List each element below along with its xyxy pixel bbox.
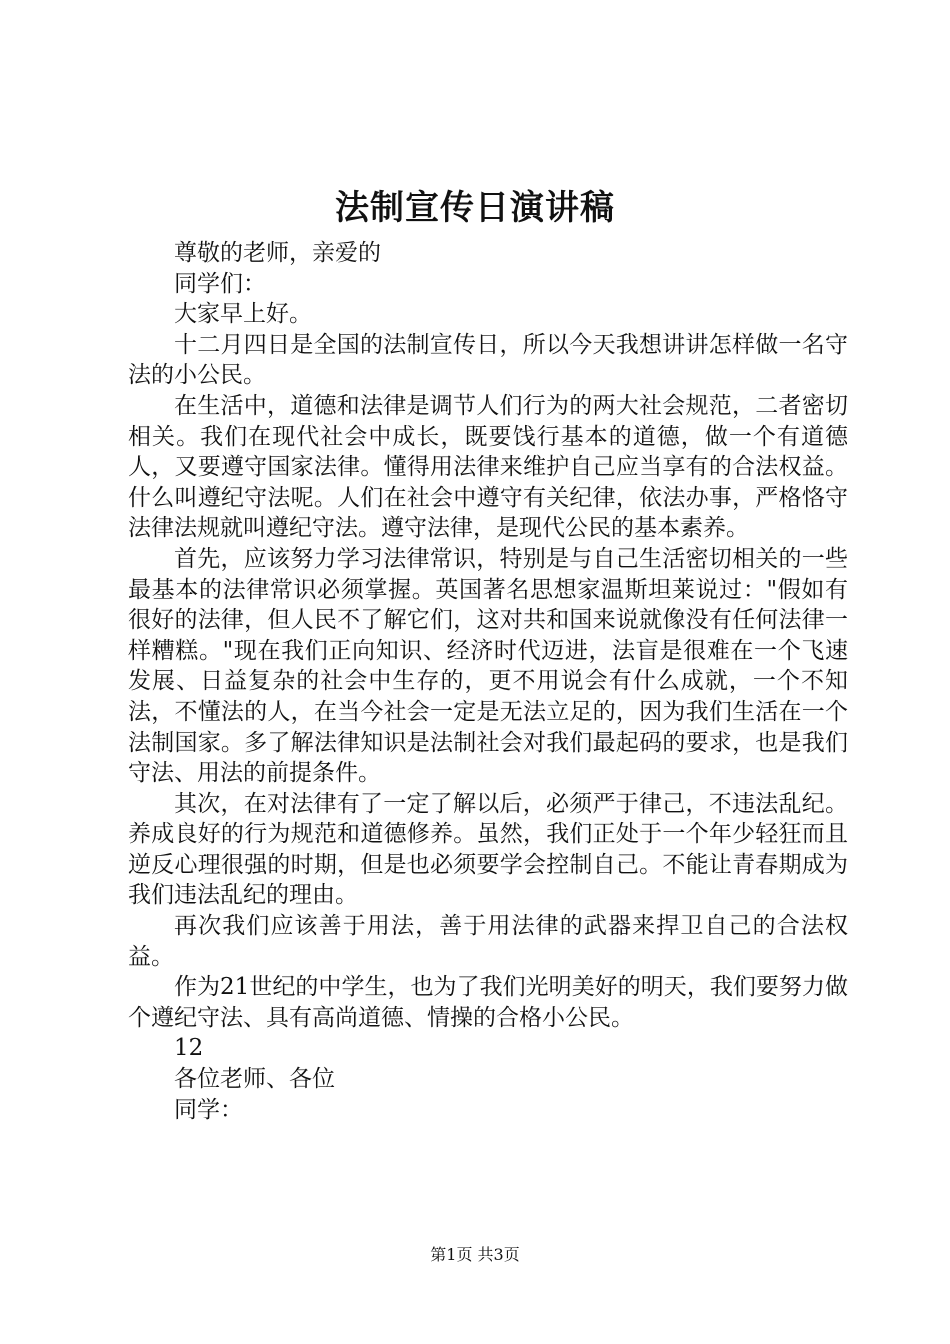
document-body <box>128 238 848 1125</box>
paragraph: 其次，在对法律有了一定了解以后，必须严于律己，不违法乱纪。养成良好的行为规范和道德修养。虽然，我们正处于一个年少轻狂而且逆反心理很强的时期，但是也必须要学会控制自己。不能让青春期成为我们违法乱纪的理由。 <box>128 790 848 909</box>
paragraph: 同学： <box>174 1096 243 1123</box>
paragraph: 大家早上好。 <box>174 301 312 328</box>
paragraph: 12 <box>174 1035 204 1062</box>
paragraph: 再次我们应该善于用法，善于用法律的武器来捍卫自己的合法权益。 <box>128 913 848 970</box>
paragraph: 作为21世纪的中学生，也为了我们光明美好的明天，我们要努力做个遵纪守法、具有高尚道德、情操的合格小公民。 <box>128 974 848 1031</box>
paragraph: 十二月四日是全国的法制宣传日，所以今天我想讲讲怎样做一名守法的小公民。 <box>128 331 848 389</box>
document-title: 法制宣传日演讲稿 <box>335 188 615 228</box>
paragraph: 各位老师、各位 <box>174 1066 335 1093</box>
page-indicator: 第1页 共3页 <box>430 1245 520 1264</box>
paragraph: 首先，应该努力学习法律常识，特别是与自己生活密切相关的一些最基本的法律常识必须掌握。英国著名思想家温斯坦莱说过："假如有很好的法律，但人民不了解它们，这对共和国来说就像没有任何法律一样糟糕。"现在我们正向知识、经济时代迈进，法盲是很难在一个飞速发展、日益复杂的社会中生存的，更不用说会有什么成就，一个不知法，不懂法的人，在当今社会一定是无法立足的，因为我们生活在一个法制国家。多了解法律知识是法制社会对我们最起码的要求，也是我们守法、用法的前提条件。 <box>128 545 848 787</box>
paragraph: 尊敬的老师，亲爱的 <box>174 240 381 266</box>
paragraph: 在生活中，道德和法律是调节人们行为的两大社会规范，二者密切相关。我们在现代社会中成长，既要饯行基本的道德，做一个有道德人，又要遵守国家法律。懂得用法律来维护自己应当享有的合法权益。什么叫遵纪守法呢。人们在社会中遵守有关纪律，依法办事，严格恪守法律法规就叫遵纪守法。遵守法律，是现代公民的基本素养。 <box>128 392 848 542</box>
paragraph: 同学们： <box>174 270 266 297</box>
